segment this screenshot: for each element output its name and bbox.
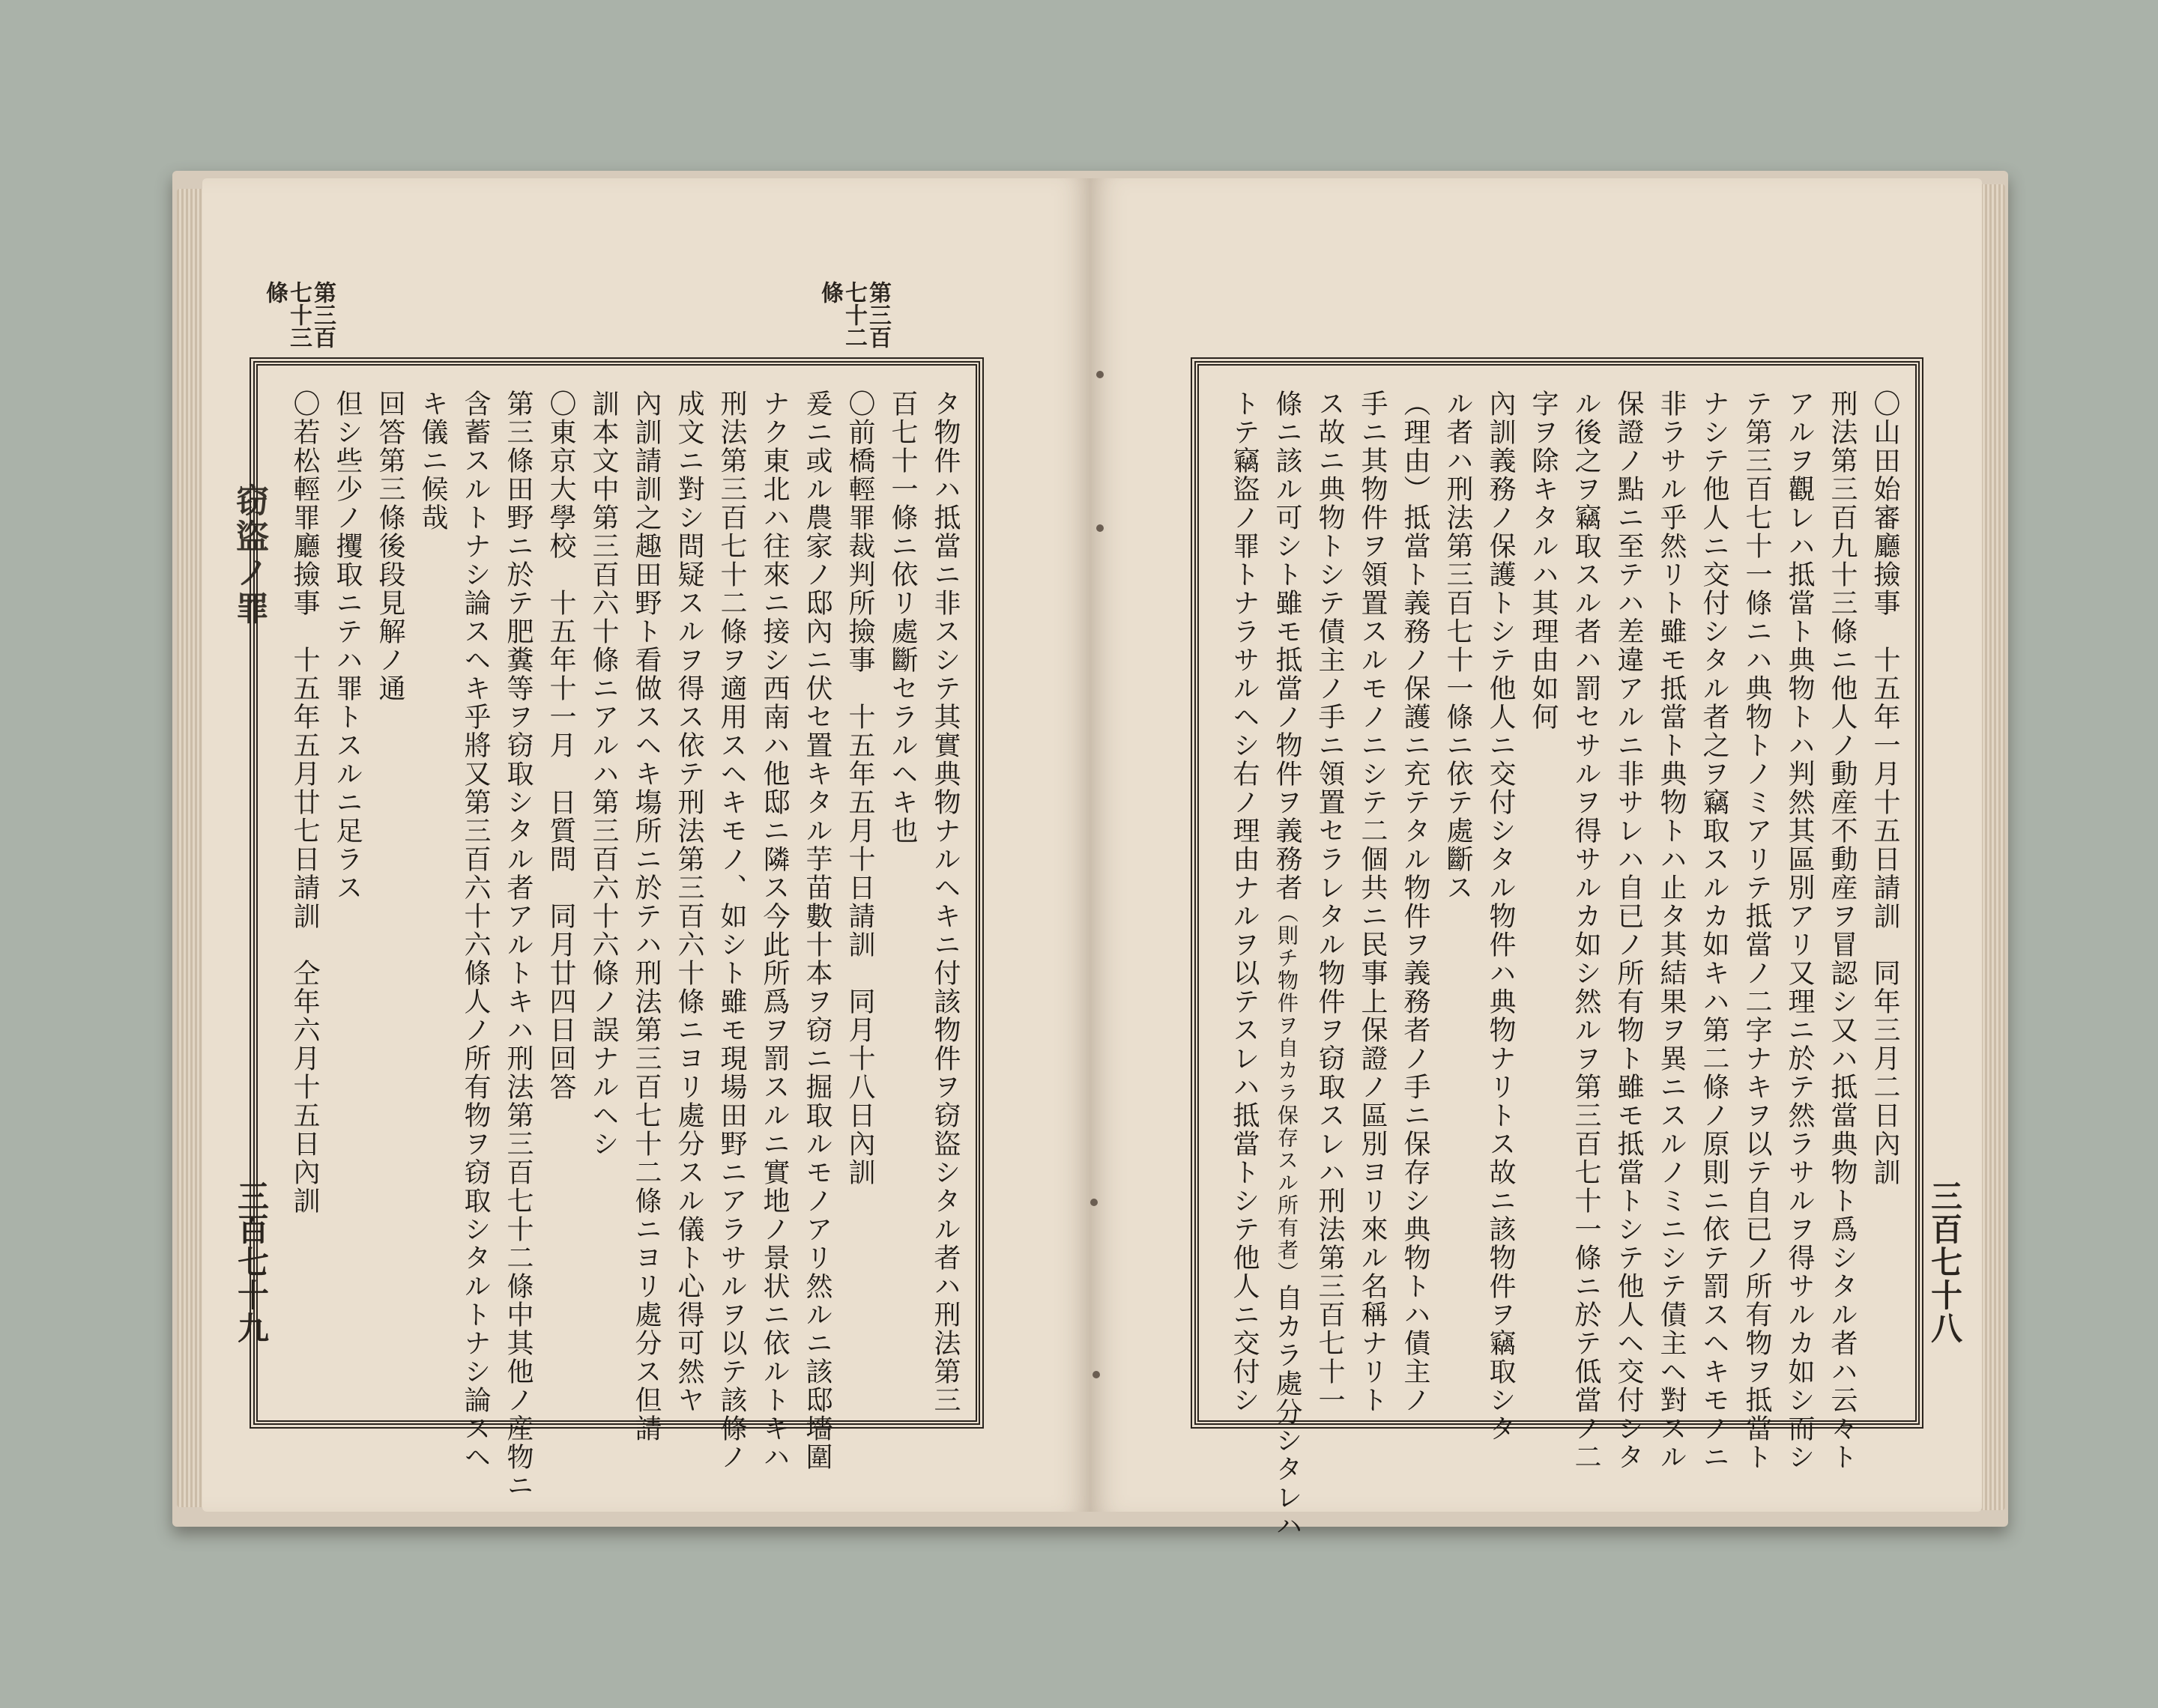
text-column: 但シ些少ノ攫取ニテハ罪トスルニ足ラス	[332, 390, 363, 902]
text-column: 字ヲ除キタルハ其理由如何	[1528, 390, 1559, 731]
text-column: 〇山田始審廳撿事 十五年一月十五日請訓 同年三月二日內訓	[1870, 390, 1900, 1187]
text-column: 刑法第三百九十三條ニ他人ノ動産不動産ヲ冒認シ又ハ抵當典物ト爲シタル者ハ云々ト	[1827, 390, 1858, 1471]
text-column: 百七十一條ニ依リ處斷セラルヘキ也	[887, 390, 918, 845]
text-column: アルヲ觀レハ抵當ト典物トハ判然其區別アリ又理ニ於テ然ラサルヲ得サルカ如シ而シ	[1784, 390, 1815, 1471]
text-column: 第三條田野ニ於テ肥糞等ヲ窃取シタル者アルトキハ刑法第三百七十二條中其他ノ産物ニ	[503, 390, 534, 1500]
text-column: 刑法第三百七十二條ヲ適用スヘキモノ、如シト雖モ現場田野ニアラサルヲ以テ該條ノ	[716, 390, 747, 1471]
text-column: 〇前橋輕罪裁判所撿事 十五年五月十日請訓 同月十八日內訓	[844, 390, 875, 1187]
text-column: 爰ニ或ル農家ノ邸內ニ伏セ置キタル芋苗數十本ヲ窃ニ掘取ルモノアリ然ルニ該邸墻圍	[802, 390, 832, 1471]
text-column: ル者ハ刑法第三百七十一條ニ依テ處斷ス	[1442, 390, 1473, 902]
binding-hole	[1096, 371, 1104, 378]
text-column: 成文ニ對シ問疑スルヲ得ス依テ刑法第三百六十條ニヨリ處分スル儀ト心得可然ヤ	[674, 390, 704, 1414]
text-column: （理由）抵當ト義務ノ保護ニ充テタル物件ヲ義務者ノ手ニ保存シ典物トハ債主ノ	[1400, 390, 1430, 1414]
right-page-number: 三百七十八	[1926, 1180, 1963, 1345]
text-column: 回答第三條後段見解ノ通	[375, 390, 405, 703]
text-column: 手ニ其物件ヲ領置スルモノニシテ二個共ニ民事上保證ノ區別ヨリ來ル名稱ナリト	[1357, 390, 1388, 1414]
binding-hole	[1092, 1371, 1100, 1378]
inline-note: （則チ物件ヲ自カラ	[1275, 902, 1299, 1104]
inline-note: 保存スル所有者）	[1275, 1104, 1299, 1284]
text-column: 訓本文中第三百六十條ニアルハ第三百六十六條ノ誤ナルヘシ	[588, 390, 619, 1158]
text-column: タ物件ハ抵當ニ非スシテ其實典物ナルヘキニ付該物件ヲ窃盜シタル者ハ刑法第三	[930, 390, 961, 1414]
binding-hole	[1096, 524, 1104, 532]
text-column: 內訓義務ノ保護トシテ他人ニ交付シタル物件ハ典物ナリトス故ニ該物件ヲ竊取シタ	[1485, 390, 1516, 1443]
text-column-with-note	[1266, 390, 1308, 1540]
running-head: 窃盜ノ罪	[230, 483, 268, 627]
text-column: ル後之ヲ竊取スル者ハ罰セサルヲ得サルカ如シ然ルヲ第三百七十一條ニ於テ低當ノ二	[1571, 390, 1601, 1471]
column-continuation: 自カラ處分シタレハ	[1272, 1284, 1302, 1540]
text-column: トテ竊盜ノ罪トナラサルヘシ右ノ理由ナルヲ以テスレハ抵當トシテ他人ニ交付シ	[1229, 390, 1260, 1414]
left-page-number: 三百七十九	[233, 1180, 270, 1345]
binding-hole	[1090, 1199, 1098, 1206]
text-column: キ儀ニ候哉	[417, 390, 448, 532]
text-column: テ第三百七十一條ニハ典物トノミアリテ抵當ノ二字ナキヲ以テ自已ノ所有物ヲ抵當ト	[1741, 390, 1772, 1471]
text-column: 保證ノ點ニ至テハ差違アルニ非サレハ自已ノ所有物ト雖モ抵當トシテ他人ヘ交付シタ	[1613, 390, 1644, 1471]
text-column: 〇若松輕罪廳撿事 十五年五月廿七日請訓 仝年六月十五日內訓	[289, 390, 320, 1215]
column-text: 條ニ該ル可シト雖モ抵當ノ物件ヲ義務者	[1272, 390, 1302, 902]
margin-note-article-372: 第三百七十二條	[817, 281, 891, 348]
text-column: 含蓄スルトナシ論スヘキ乎將又第三百六十六條人ノ所有物ヲ窃取シタルトナシ論スヘ	[460, 390, 491, 1471]
page-edges-right	[1978, 184, 2005, 1510]
text-column: 非ラサル乎然リト雖モ抵當ト典物トハ止タ其結果ヲ異ニスルノミニシテ債主ヘ對スル	[1656, 390, 1687, 1471]
right-page-body	[1211, 390, 1906, 1540]
text-column: ス故ニ典物トシテ債主ノ手ニ領置セラレタル物件ヲ窃取スレハ刑法第三百七十一	[1314, 390, 1345, 1414]
text-column: ナシテ他人ニ交付シタル者之ヲ竊取スルカ如キハ第二條ノ原則ニ依テ罰スヘキモノニ	[1699, 390, 1729, 1471]
text-column: 〇東京大學校 十五年十一月 日質問 同月廿四日回答	[545, 390, 576, 1101]
text-column: ナク東北ハ往來ニ接シ西南ハ他邸ニ隣ス今此所爲ヲ罰スルニ實地ノ景状ニ依ルトキハ	[759, 390, 790, 1471]
text-column: 內訓請訓之趣田野ト看做スヘキ塲所ニ於テハ刑法第三百七十二條ニヨリ處分ス但請	[631, 390, 662, 1443]
left-page-body	[270, 390, 967, 1500]
margin-note-article-373: 第三百七十三條	[262, 281, 336, 348]
